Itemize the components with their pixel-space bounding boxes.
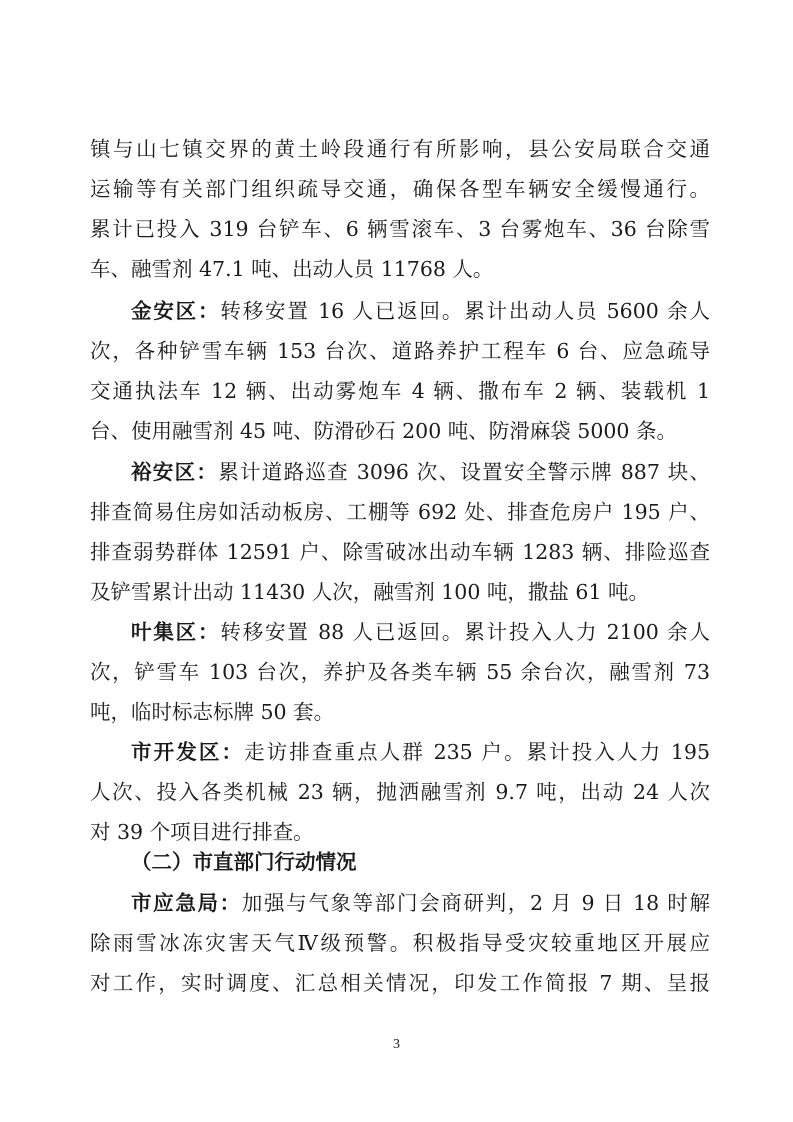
paragraph-lead: 市开发区： <box>131 740 245 764</box>
paragraph-lead: 叶集区： <box>131 620 221 644</box>
text-line: 除雨雪冰冻灾害天气Ⅳ级预警。积极指导受灾较重地区开展应 <box>90 931 710 956</box>
text-line: 运输等有关部门组织疏导交通，确保各型车辆安全缓慢通行。 <box>90 177 710 202</box>
page-number: 3 <box>393 1037 400 1052</box>
paragraph-jinan <box>90 291 710 451</box>
text-line: 对工作，实时调度、汇总相关情况，印发工作简报 7 期、呈报 <box>90 971 710 996</box>
paragraph-intro <box>90 129 710 289</box>
paragraph-lead: 金安区： <box>131 299 221 323</box>
paragraph-development-zone <box>90 732 710 852</box>
text-line: 交通执法车 12 辆、出动雾炮车 4 辆、撒布车 2 辆、装载机 1 <box>90 379 710 404</box>
text-line: 镇与山七镇交界的黄土岭段通行有所影响，县公安局联合交通 <box>90 137 710 161</box>
text-line: 加强与气象等部门会商研判，2 月 9 日 18 时解 <box>241 891 710 915</box>
text-line: 走访排查重点人群 235 户。累计投入人力 195 <box>244 740 710 764</box>
section-heading: （二）市直部门行动情况 <box>131 850 357 874</box>
text-line: 转移安置 16 人已返回。累计出动人员 5600 余人 <box>220 299 711 323</box>
paragraph-lead: 市应急局： <box>131 891 242 915</box>
text-line: 人次、投入各类机械 23 辆，抛洒融雪剂 9.7 吨，出动 24 人次 <box>90 780 710 805</box>
text-line: 台、使用融雪剂 45 吨、防滑砂石 200 吨、防滑麻袋 5000 条。 <box>90 419 677 444</box>
text-line: 及铲雪累计出动 11430 人次，融雪剂 100 吨，撒盐 61 吨。 <box>90 580 650 605</box>
text-line: 次，铲雪车 103 台次，养护及各类车辆 55 余台次，融雪剂 73 <box>90 660 710 685</box>
text-line: 对 39 个项目进行排查。 <box>90 820 314 845</box>
paragraph-lead: 裕安区： <box>131 460 219 484</box>
paragraph-yuan <box>90 452 710 612</box>
text-line: 吨，临时标志标牌 50 套。 <box>90 700 335 725</box>
text-line: 排查弱势群体 12591 户、除雪破冰出动车辆 1283 辆、排险巡查 <box>90 540 710 565</box>
text-line: 累计道路巡查 3096 次、设置安全警示牌 887 块、 <box>218 460 710 484</box>
paragraph-emergency-bureau <box>90 883 710 1003</box>
paragraph-yeji <box>90 612 710 732</box>
text-line: 车、融雪剂 47.1 吨、出动人员 11768 人。 <box>90 257 494 282</box>
text-line: 排查简易住房如活动板房、工棚等 692 处、排查危房户 195 户、 <box>90 500 710 525</box>
text-line: 次，各种铲雪车辆 153 台次、道路养护工程车 6 台、应急疏导 <box>90 339 710 364</box>
text-line: 累计已投入 319 台铲车、6 辆雪滚车、3 台雾炮车、36 台除雪 <box>90 217 710 242</box>
text-line: 转移安置 88 人已返回。累计投入人力 2100 余人 <box>220 620 711 644</box>
